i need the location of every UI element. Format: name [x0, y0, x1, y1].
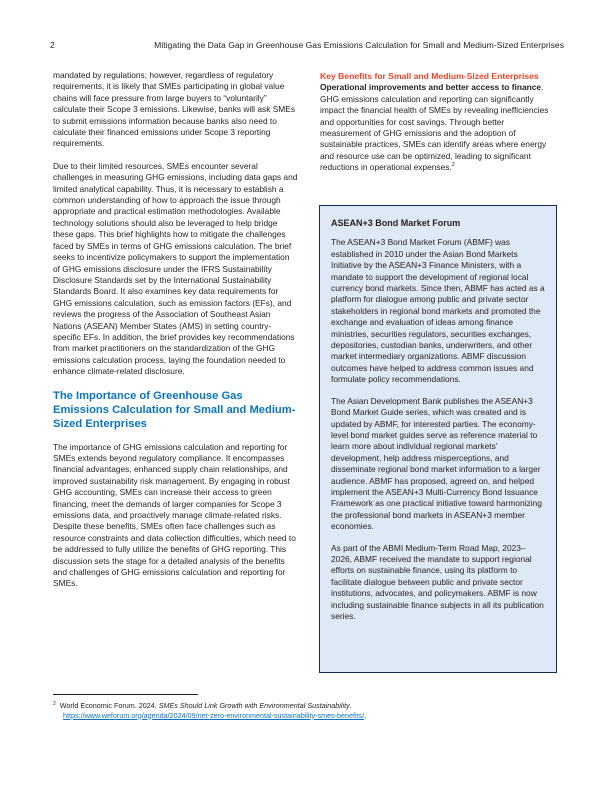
left-column: [53, 70, 298, 601]
body-paragraph: mandated by regulations; however, regardless of regulatory requirements, it is likely that SMEs participating in global value chains will face pressure from large buyers to “voluntarily” calculate their Scope 3 emissions. Likewise, banks will ask SMEs to submit emissions information because banks also need to calculate their financed emissions under Scope 3 reporting requirements.: [53, 70, 296, 149]
footnote: [53, 701, 553, 720]
footnote-url-punct: .: [364, 710, 367, 720]
footnote-text: World Economic Forum. 2024.: [59, 701, 159, 710]
key-benefits-heading: Key Benefits for Small and Medium-Sized Enterprises: [320, 71, 539, 81]
page-number: 2: [50, 40, 55, 50]
box-title: ASEAN+3 Bond Market Forum: [331, 218, 461, 228]
body-paragraph: The importance of GHG emissions calculation and reporting for SMEs extends beyond regulatory compliance. It encompasses financial advantages, enhanced supply chain relationships, and improved sustainability risk management. By engaging in robust GHG accounting, SMEs can increase their access to green financing, meet the demands of larger companies for Scope 3 emissions data, and proactively manage climate-related risks. Despite these benefits, SMEs often face challenges such as resource constraints and data collection difficulties, which need to be addressed to fully utilize the benefits of GHG reporting. This discussion sets the stage for a detailed analysis of the benefits and challenges of GHG emissions calculation and reporting for SMEs.: [53, 441, 296, 589]
footnote-divider: [53, 694, 198, 695]
paragraph-text: . GHG emissions calculation and reporting can significantly impact the financial health of SMEs by revealing inefficiencies and opportunities for cost savings. Through better measurement of GHG emissions and the adoption of sustainable practices, SMEs can identify areas where energy and resource use can be optimized, leading to significant reductions in operational expenses.: [320, 82, 549, 173]
abmf-sidebar-box: [319, 205, 557, 673]
section-heading: The Importance of Greenhouse Gas Emissions Calculation for Small and Medium-Sized Enterprises: [53, 389, 296, 430]
page-header: [50, 40, 564, 54]
footnote-link[interactable]: https://www.weforum.org/agenda/2024/09/net-zero-environmental-sustainability-smes-benefits/: [63, 710, 365, 720]
box-paragraph: As part of the ABMI Medium-Term Road Map, 2023–2026, ABMF received the mandate to support regional efforts on sustainable finance, using its platform to facilitate dialogue between public and private sector institutions, advocates, and policymakers. ABMF is now including sustainable finance subjects in all its publication series.: [331, 542, 544, 621]
footnote-punct: .: [349, 701, 352, 710]
footnote-number: 2: [53, 700, 56, 707]
footnote-ref[interactable]: 2: [451, 162, 455, 169]
running-title: Mitigating the Data Gap in Greenhouse Gas Emissions Calculation for Small and Medium-Sized Enterprises: [154, 40, 564, 50]
lead-in-text: Operational improvements and better access to finance: [320, 82, 542, 93]
footnote-title: SMEs Should Link Growth with Environmental Sustainability: [158, 701, 350, 710]
box-paragraph: The Asian Development Bank publishes the ASEAN+3 Bond Market Guide series, which was created and is updated by ABMF, for interested parties. The economy-level bond market guides serve as reference material to learn more about individual regional markets’ development, help address misperceptions, and disseminate regional bond market information to a larger audience. ABMF has proposed, agreed on, and helped implement the ASEAN+3 Multi-Currency Bond Issuance Framework as one practical initiative toward harmonizing the professional bond markets in ASEAN+3 member economies.: [331, 395, 542, 532]
body-paragraph: [320, 82, 557, 173]
box-paragraph: The ASEAN+3 Bond Market Forum (ABMF) was established in 2010 under the Asian Bond Markets Initiative by the ASEAN+3 Finance Ministers, with a mandate to support the development of regional local currency bond markets. Since then, ABMF has acted as a platform for dialogue among public and private sector stakeholders in regional bond markets and promoted the exchange and evaluation of ideas among finance ministries, securities regulators, securities exchanges, depositories, custodian banks, underwriters, and other market intermediary organizations. ABMF discussion outcomes have helped to address common issues and formulate policy recommendations.: [331, 237, 545, 385]
body-paragraph: Due to their limited resources, SMEs encounter several challenges in measuring GHG emissions, including data gaps and limited analytical capability. Thus, it is necessary to establish a common understanding of how to approach the issue through appropriate and practical estimation methodologies. Available technology solutions should also be leveraged to help bridge these gaps. This brief highlights how to mitigate the challenges faced by SMEs in terms of GHG emissions calculation. The brief seeks to incentivize policymakers to support the implementation of GHG emissions disclosure under the IFRS Sustainability Disclosure Standards set by the International Sustainability Standards Board. It also examines key data requirements for GHG emissions calculation, such as emission factors (EFs), and reviews the progress of the Association of Southeast Asian Nations (ASEAN) Member States (AMS) in setting country-specific EFs. In addition, the brief provides key recommendations from market practitioners on the standardization of the GHG emissions calculation process, laying the foundation needed to enhance climate-related disclosure.: [53, 160, 298, 377]
right-column: [320, 71, 557, 185]
